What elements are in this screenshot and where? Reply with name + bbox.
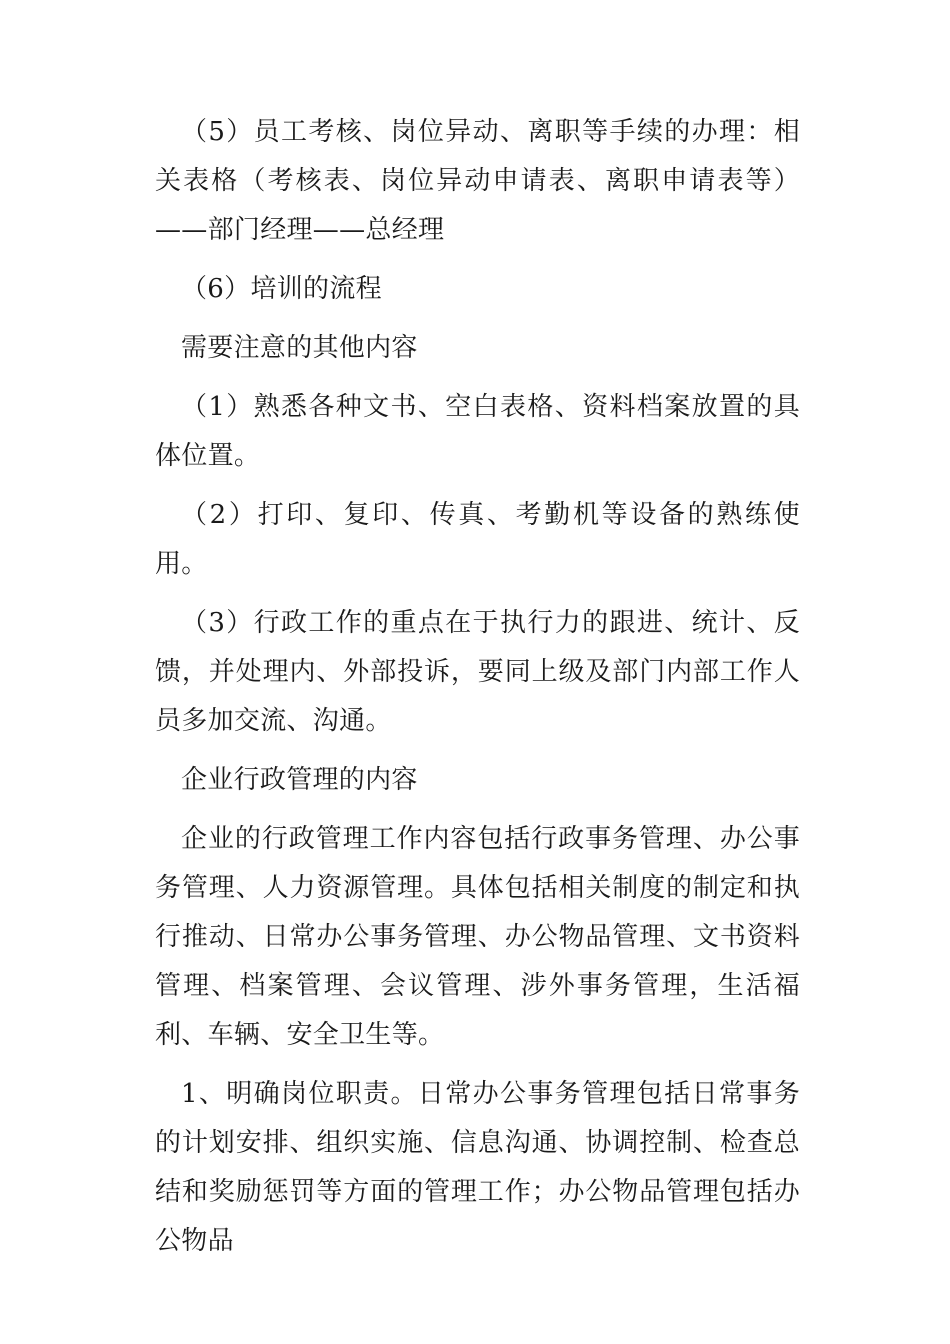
paragraph-note-3: （3）行政工作的重点在于执行力的跟进、统计、反馈，并处理内、外部投诉，要同上级及部门内部工作人员多加交流、沟通。 xyxy=(155,608,800,736)
paragraph-employee-procedures: （5）员工考核、岗位异动、离职等手续的办理：相关表格（考核表、岗位异动申请表、离职申请表等）——部门经理——总经理 xyxy=(155,117,800,245)
paragraph-training-process: （6）培训的流程 xyxy=(181,274,382,304)
section-heading-admin-content: 企业行政管理的内容 xyxy=(181,765,418,795)
paragraph-note-1: （1）熟悉各种文书、空白表格、资料档案放置的具体位置。 xyxy=(155,392,800,471)
document-body xyxy=(155,108,800,1276)
paragraph-admin-overview: 企业的行政管理工作内容包括行政事务管理、办公事务管理、人力资源管理。具体包括相关制度的制定和执行推动、日常办公事务管理、办公物品管理、文书资料管理、档案管理、会议管理、涉外事务管理，生活福利、车辆、安全卫生等。 xyxy=(155,824,800,1050)
paragraph-job-duties: 1、明确岗位职责。日常办公事务管理包括日常事务的计划安排、组织实施、信息沟通、协调控制、检查总结和奖励惩罚等方面的管理工作；办公物品管理包括办公物品 xyxy=(155,1079,800,1256)
section-heading-other-notes: 需要注意的其他内容 xyxy=(181,333,418,363)
paragraph-note-2: （2）打印、复印、传真、考勤机等设备的熟练使用。 xyxy=(155,500,800,579)
